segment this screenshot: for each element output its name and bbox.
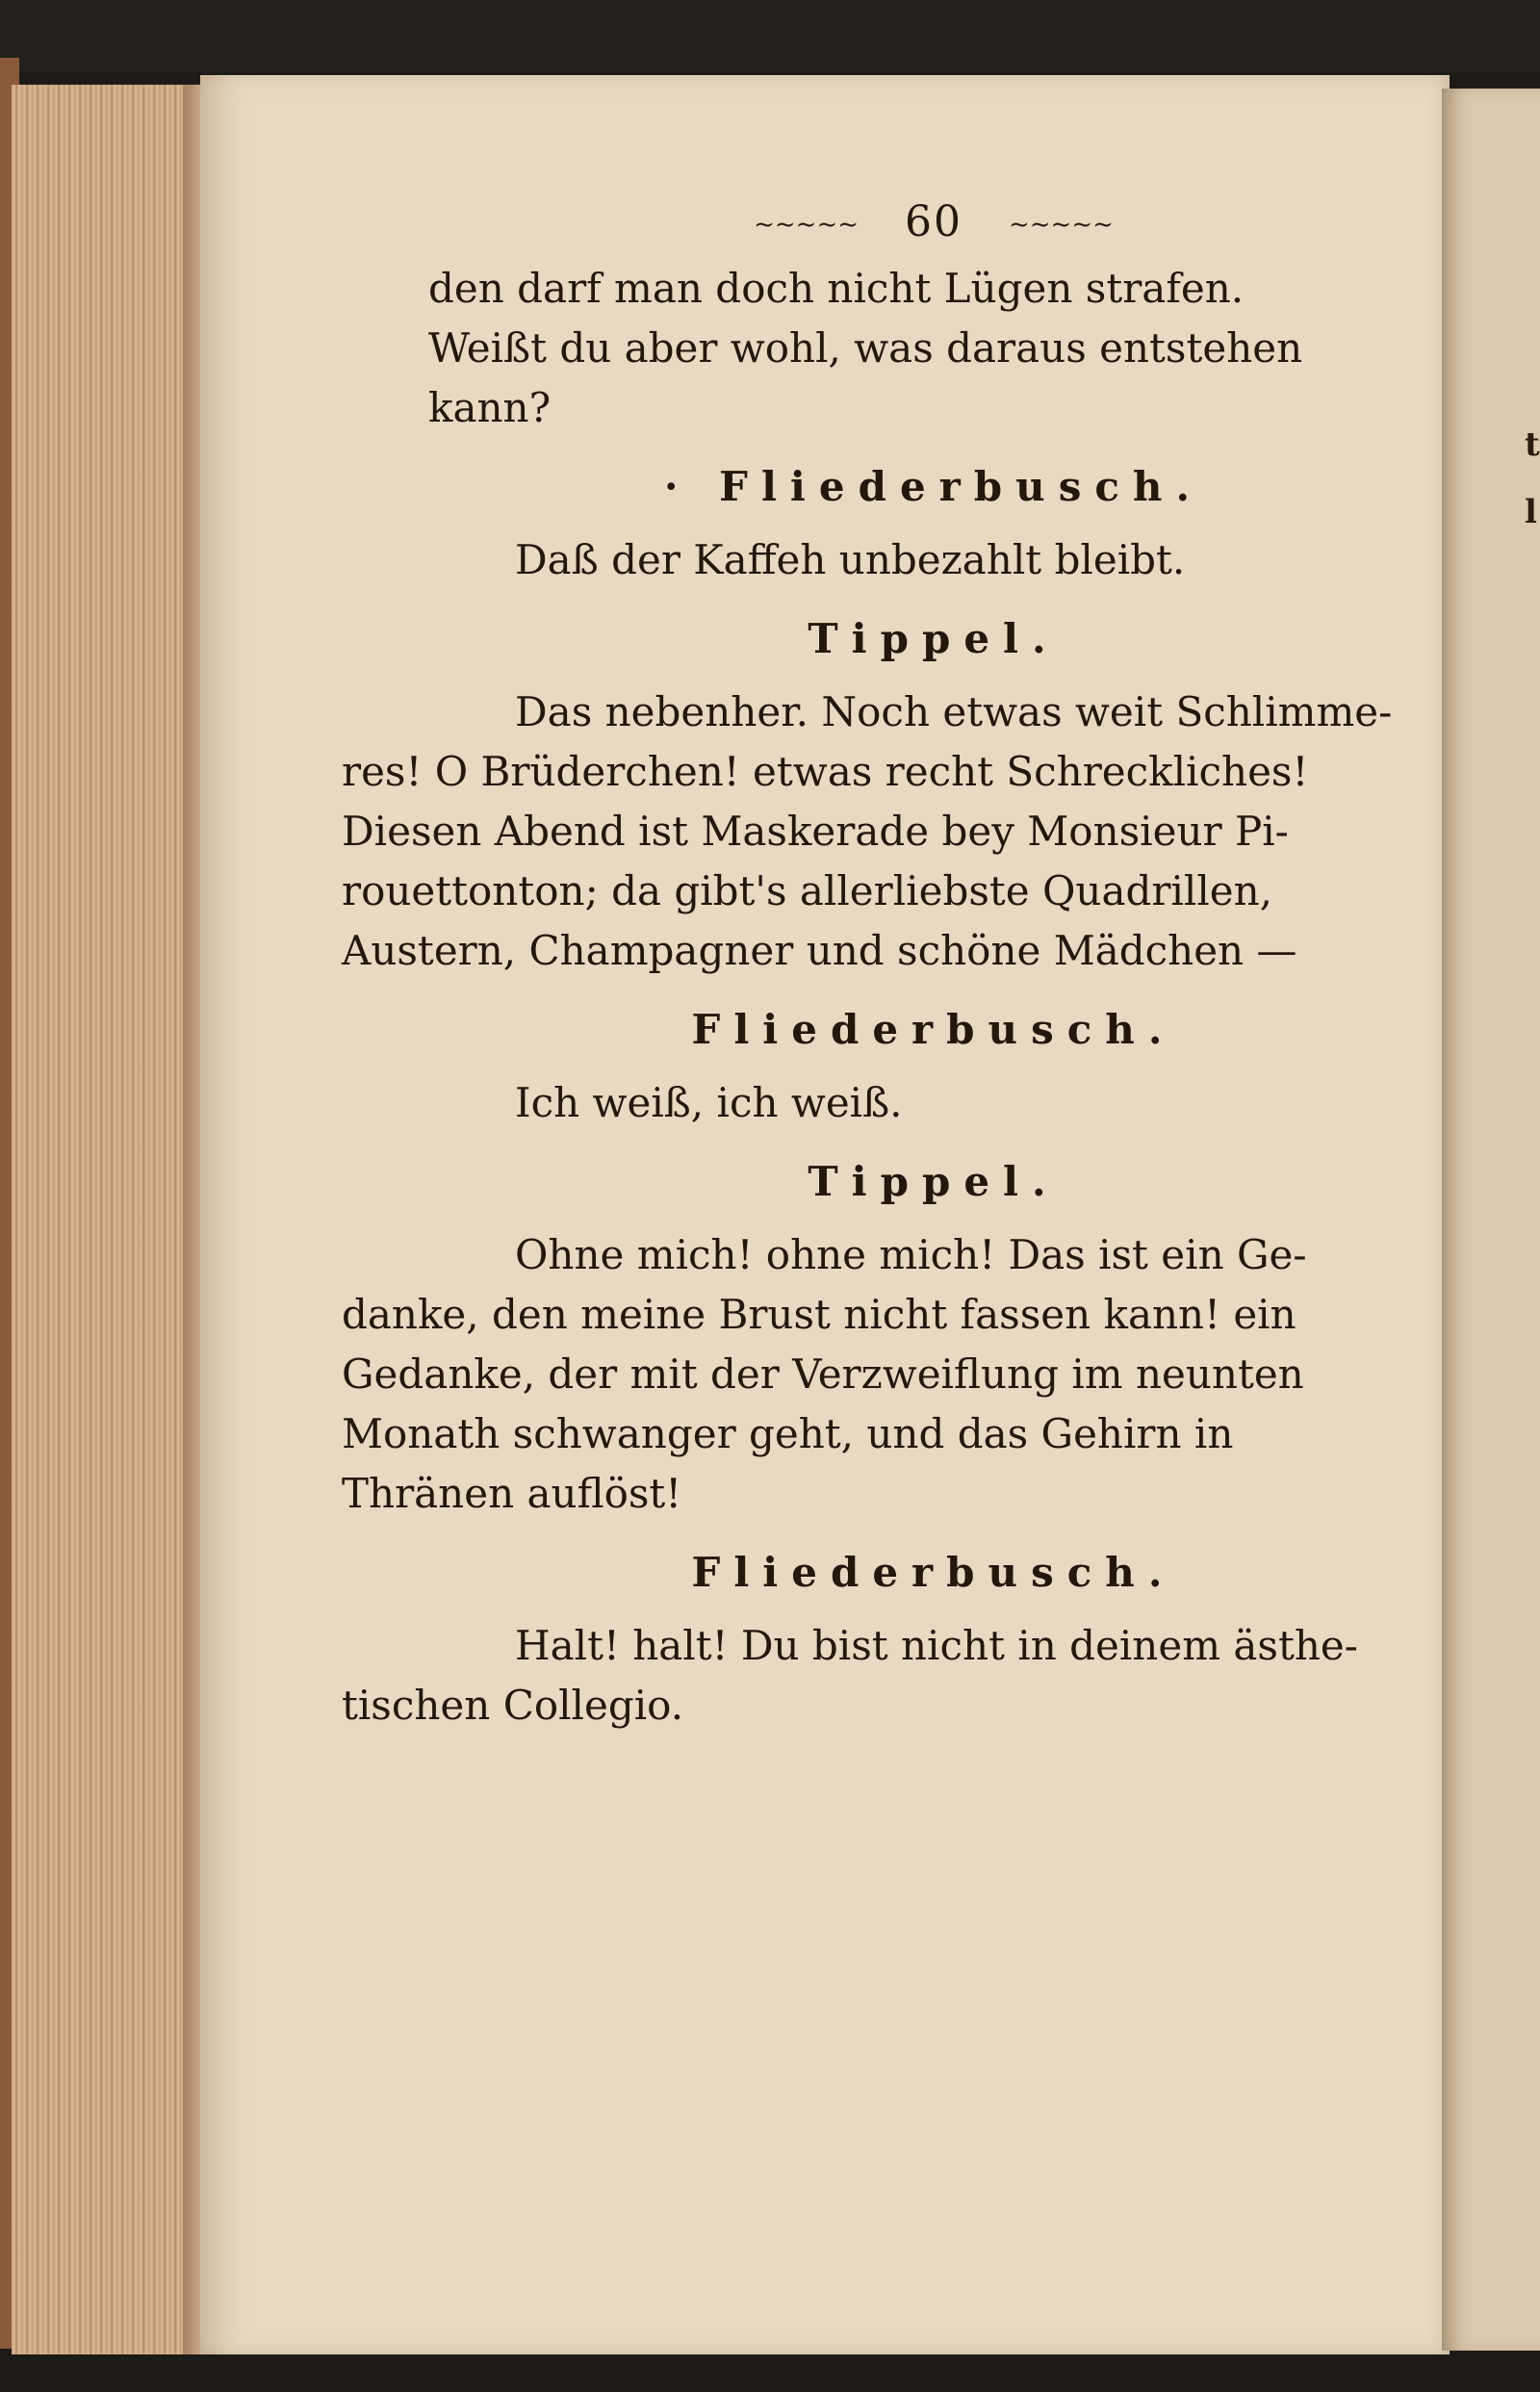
speech-block: [342, 1616, 1439, 1736]
text-line: Gedanke, der mit der Verzweiflung im neunten: [342, 1350, 1304, 1398]
speaker-name: Fliederbusch.: [691, 1548, 1176, 1596]
text-line: Austern, Champagner und schöne Mädchen —: [342, 926, 1297, 974]
facing-page-mark: t: [1525, 425, 1540, 464]
text-line: tischen Collegio.: [342, 1681, 684, 1729]
speech-block: [428, 530, 1439, 590]
text-line: rouettonton; da gibt's allerliebste Quadrillen,: [342, 866, 1273, 914]
text-line: Diesen Abend ist Maskerade bey Monsieur Pi-: [342, 807, 1289, 855]
speaker-name: Tippel.: [808, 1157, 1060, 1205]
text-line: danke, den meine Brust nicht fassen kann! ein: [342, 1290, 1296, 1338]
facing-page-edge: [1442, 89, 1540, 2351]
text-line: Weißt du aber wohl, was daraus entstehen: [428, 323, 1303, 372]
speech-block: [342, 1225, 1439, 1524]
facing-page-mark: l: [1525, 493, 1537, 531]
speech-block: [428, 1073, 1439, 1133]
speech-block: [428, 259, 1439, 438]
text-line: Das nebenher. Noch etwas weit Schlimme-: [515, 687, 1393, 735]
scanner-bottom-edge: [0, 2354, 1540, 2392]
scanner-top-edge: [0, 0, 1540, 72]
header-ornament-right: ~~~~~: [1008, 210, 1114, 240]
page-number: 60: [905, 197, 962, 246]
text-line: Ohne mich! ohne mich! Das ist ein Ge-: [515, 1230, 1307, 1278]
text-line: den darf man doch nicht Lügen strafen.: [428, 264, 1245, 312]
text-line: Daß der Kaffeh unbezahlt bleibt.: [515, 535, 1186, 583]
text-line: res! O Brüderchen! etwas recht Schreckliches!: [342, 747, 1309, 795]
page-header: [428, 193, 1439, 255]
text-line: Thränen auflöst!: [342, 1469, 682, 1517]
speech-block: [342, 682, 1439, 981]
speaker-name: Tippel.: [808, 614, 1060, 662]
header-ornament-left: ~~~~~: [754, 210, 860, 240]
stacked-page-edges: [12, 85, 209, 2356]
text-line: Halt! halt! Du bist nicht in deinem ästhe-: [515, 1621, 1358, 1669]
text-line: Monath schwanger geht, und das Gehirn in: [342, 1409, 1234, 1457]
speaker-name: Fliederbusch.: [691, 1005, 1176, 1053]
page-text: [342, 193, 1439, 1736]
speaker-name: · Fliederbusch.: [663, 462, 1204, 510]
text-line: kann?: [428, 383, 552, 431]
text-line: Ich weiß, ich weiß.: [515, 1078, 903, 1126]
